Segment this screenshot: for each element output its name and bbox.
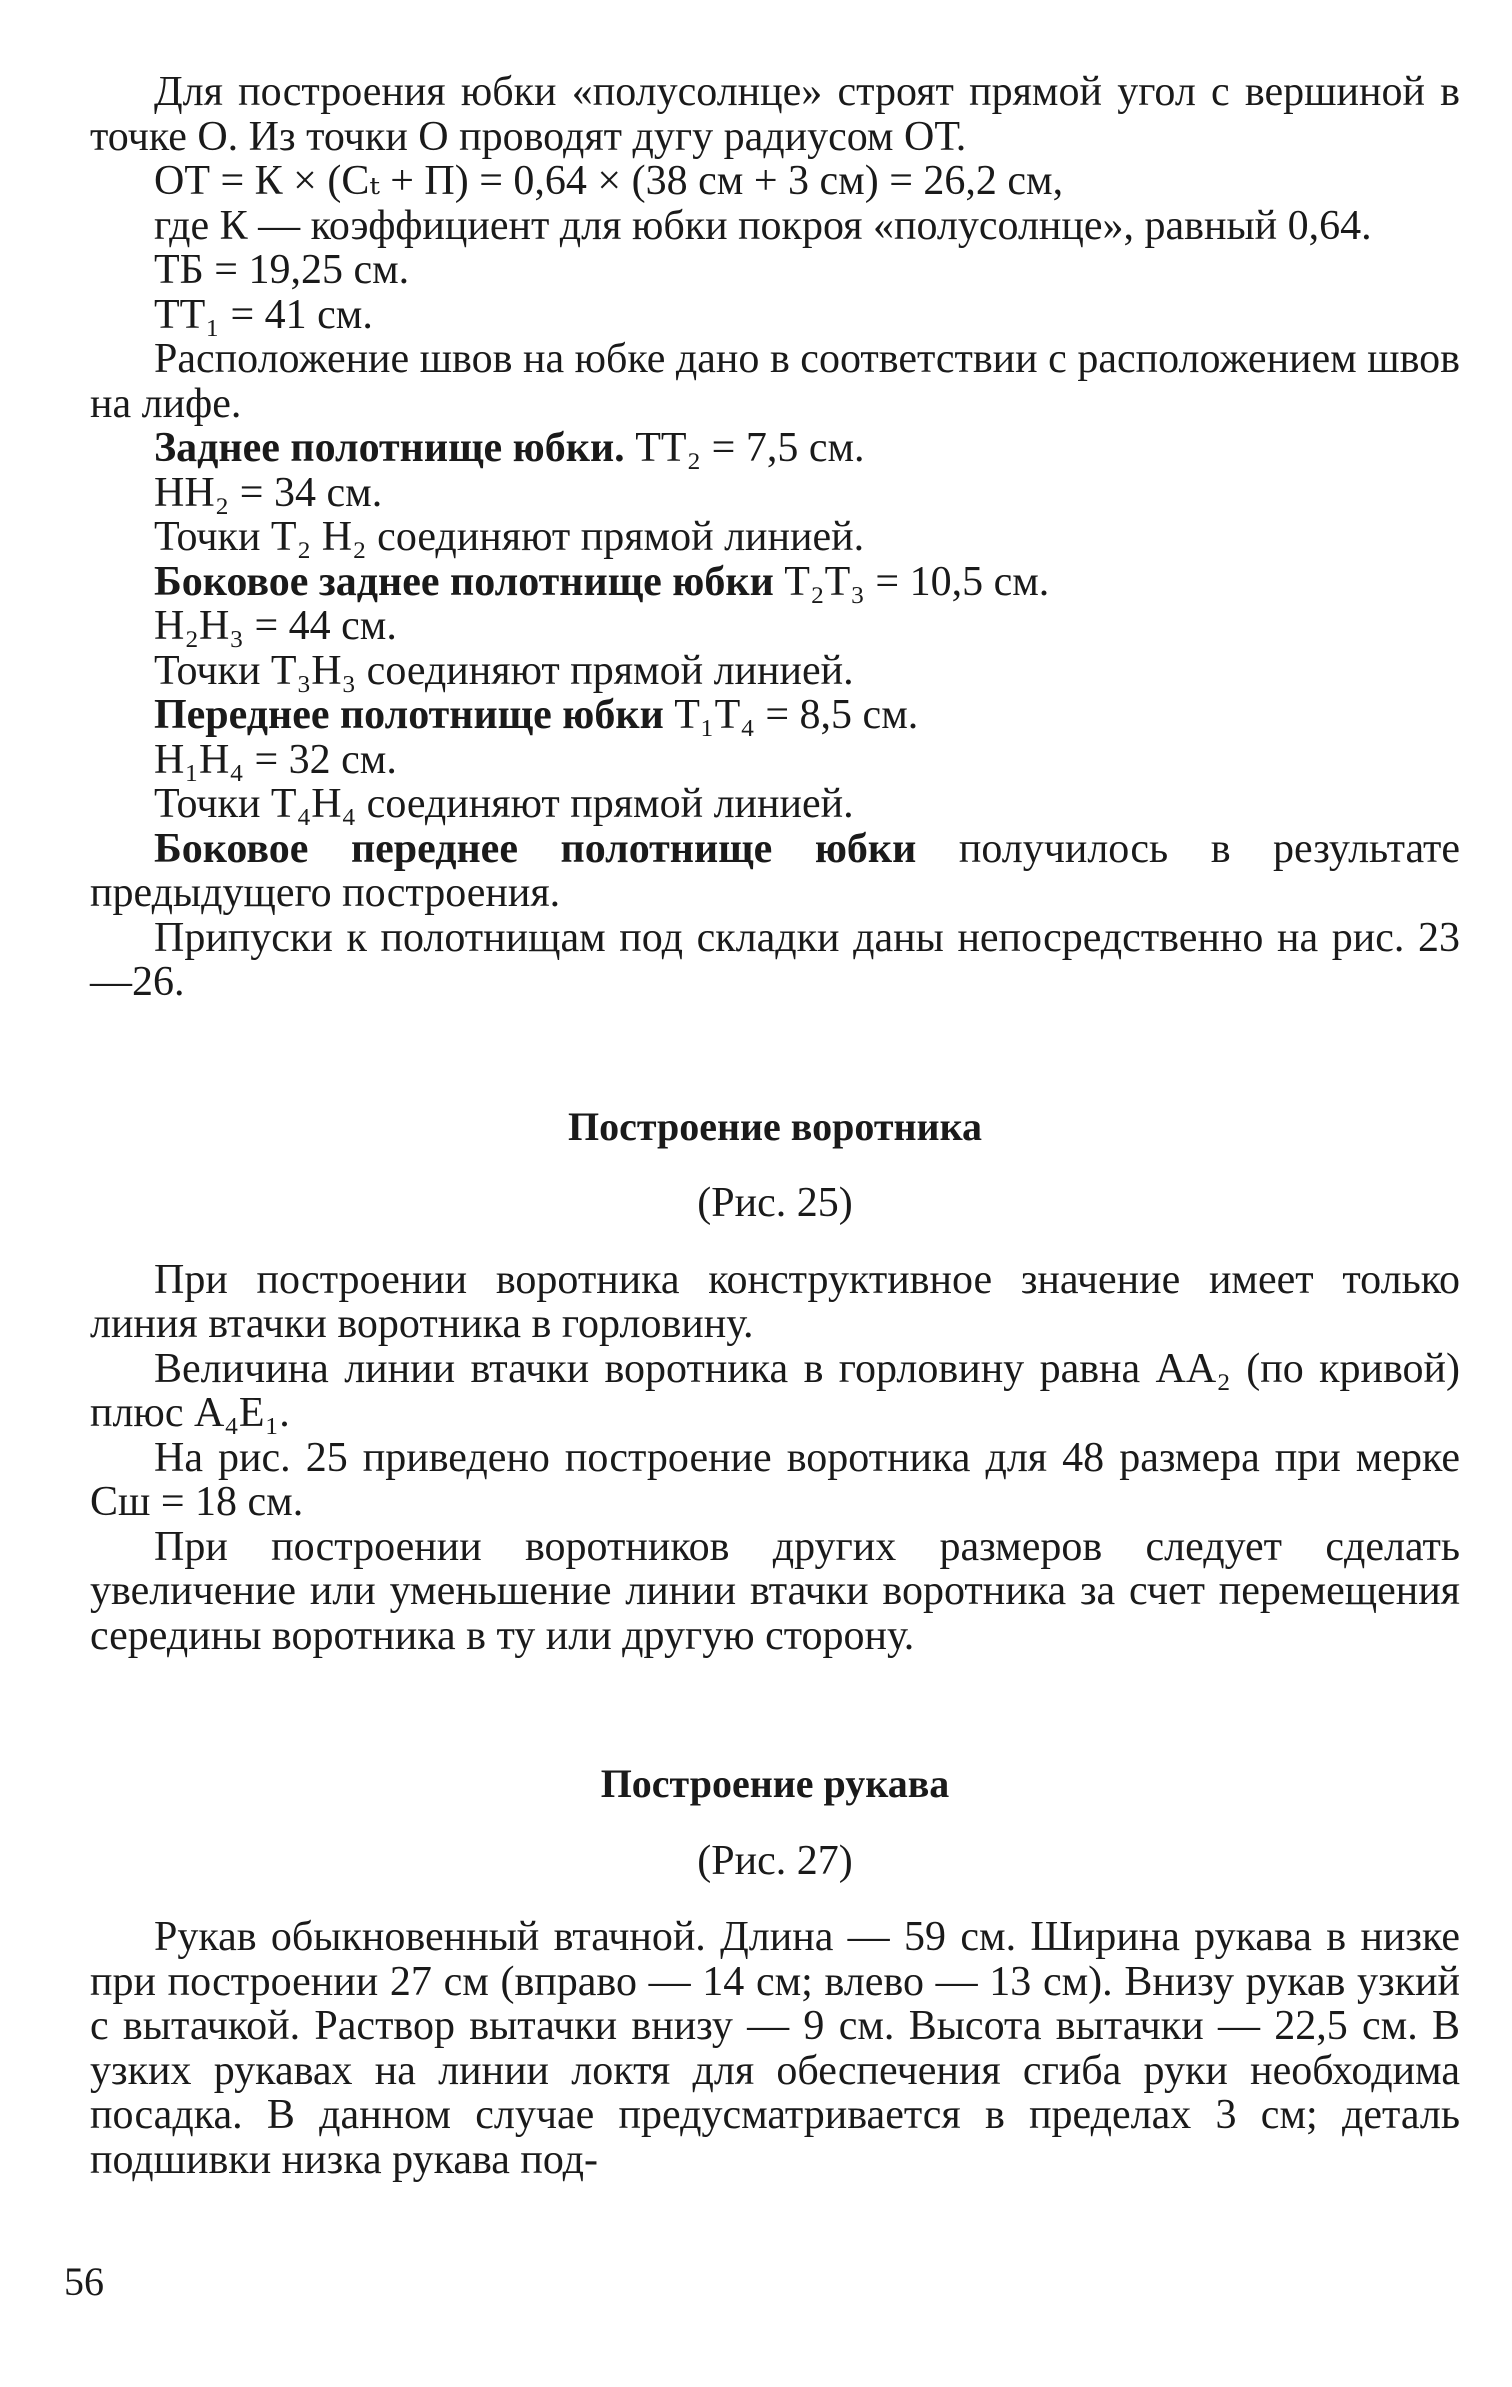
side-back-panel-value: Т₂Т₃ = 10,5 см.	[773, 558, 1050, 605]
line-front-panel	[90, 693, 1460, 738]
figref-collar: (Рис. 25)	[697, 1180, 853, 1226]
side-back-panel-label: Боковое заднее полотнище юбки	[154, 558, 774, 605]
heading-collar: Построение воротника	[567, 1103, 983, 1149]
line-tb: ТБ = 19,25 см.	[154, 247, 410, 293]
front-panel-value: Т₁Т₄ = 8,5 см.	[663, 692, 919, 738]
paragraph-collar-4: При построении воротников других размеров следует сделать увеличение или уменьшение линии втачки воротника за счет перемещения середины воротника в ту или другую сторону.	[90, 1523, 1460, 1659]
back-panel-value: ТТ₂ = 7,5 см.	[624, 425, 865, 471]
line-h1h4: Н₁Н₄ = 32 см.	[154, 736, 397, 783]
line-side-back-panel	[90, 560, 1460, 605]
line-t3h3: Точки Т₃Н₃ соединяют прямой линией.	[154, 647, 854, 694]
paragraph-sleeve: Рукав обыкновенный втачной. Длина — 59 см. Ширина рукава в низке при построении 27 см (вправо — 14 см; влево — 13 см). Внизу рукав узкий с вытачкой. Раствор вытачки внизу — 9 см. Высота вытачки — 22,5 см. В узких рукавах на линии локтя для обеспечения сгиба руки необходима посадка. В данном случае предусматривается в пределах 3 см; деталь подшивки низка рукава под-	[90, 1914, 1460, 2183]
paragraph-collar-1: При построении воротника конструктивное значение имеет только линия втачки воротника в горловину.	[90, 1256, 1460, 1347]
paragraph-allowances: Припуски к полотнищам под складки даны непосредственно на рис. 23—26.	[90, 914, 1460, 1005]
formula-ot: ОТ = К × (Сₜ + П) = 0,64 × (38 см + 3 см) = 26,2 см,	[154, 158, 1064, 204]
paragraph-seams: Расположение швов на юбке дано в соответствии с расположением швов на лифе.	[90, 336, 1460, 427]
back-panel-label: Заднее полотнище юбки.	[154, 425, 625, 471]
figref-sleeve: (Рис. 27)	[697, 1837, 853, 1884]
paragraph-skirt-intro: Для построения юбки «полусолнце» строят прямой угол с вершиной в точке О. Из точки О проводят дугу радиусом ОТ.	[90, 69, 1460, 160]
line-back-panel	[90, 426, 1460, 471]
paragraph-collar-3: На рис. 25 приведено построение воротника для 48 размера при мерке Сш = 18 см.	[90, 1434, 1460, 1525]
line-hh2: НН₂ = 34 см.	[154, 469, 383, 516]
line-t4h4: Точки Т₄Н₄ соединяют прямой линией.	[154, 781, 854, 827]
line-h2h3: Н₂Н₃ = 44 см.	[154, 603, 397, 649]
paragraph-coefficient: где К — коэффициент для юбки покроя «полусолнце», равный 0,64.	[154, 202, 1372, 249]
side-front-panel-label: Боковое переднее полотнище юбки	[154, 825, 917, 872]
line-tt1: ТТ₁ = 41 см.	[154, 291, 373, 338]
page-number: 56	[64, 2259, 104, 2304]
front-panel-label: Переднее полотнище юбки	[154, 692, 664, 738]
paragraph-collar-2: Величина линии втачки воротника в горловину равна АА₂ (по кривой) плюс А₄Е₁.	[90, 1345, 1460, 1436]
side-front-panel-value: получилось в результате предыдущего построения.	[90, 825, 1461, 916]
heading-sleeve: Построение рукава	[600, 1761, 950, 1806]
page-body	[90, 70, 1460, 2182]
line-t2h2: Точки Т₂ Н₂ соединяют прямой линией.	[154, 514, 865, 560]
paragraph-side-front-panel	[90, 827, 1460, 916]
